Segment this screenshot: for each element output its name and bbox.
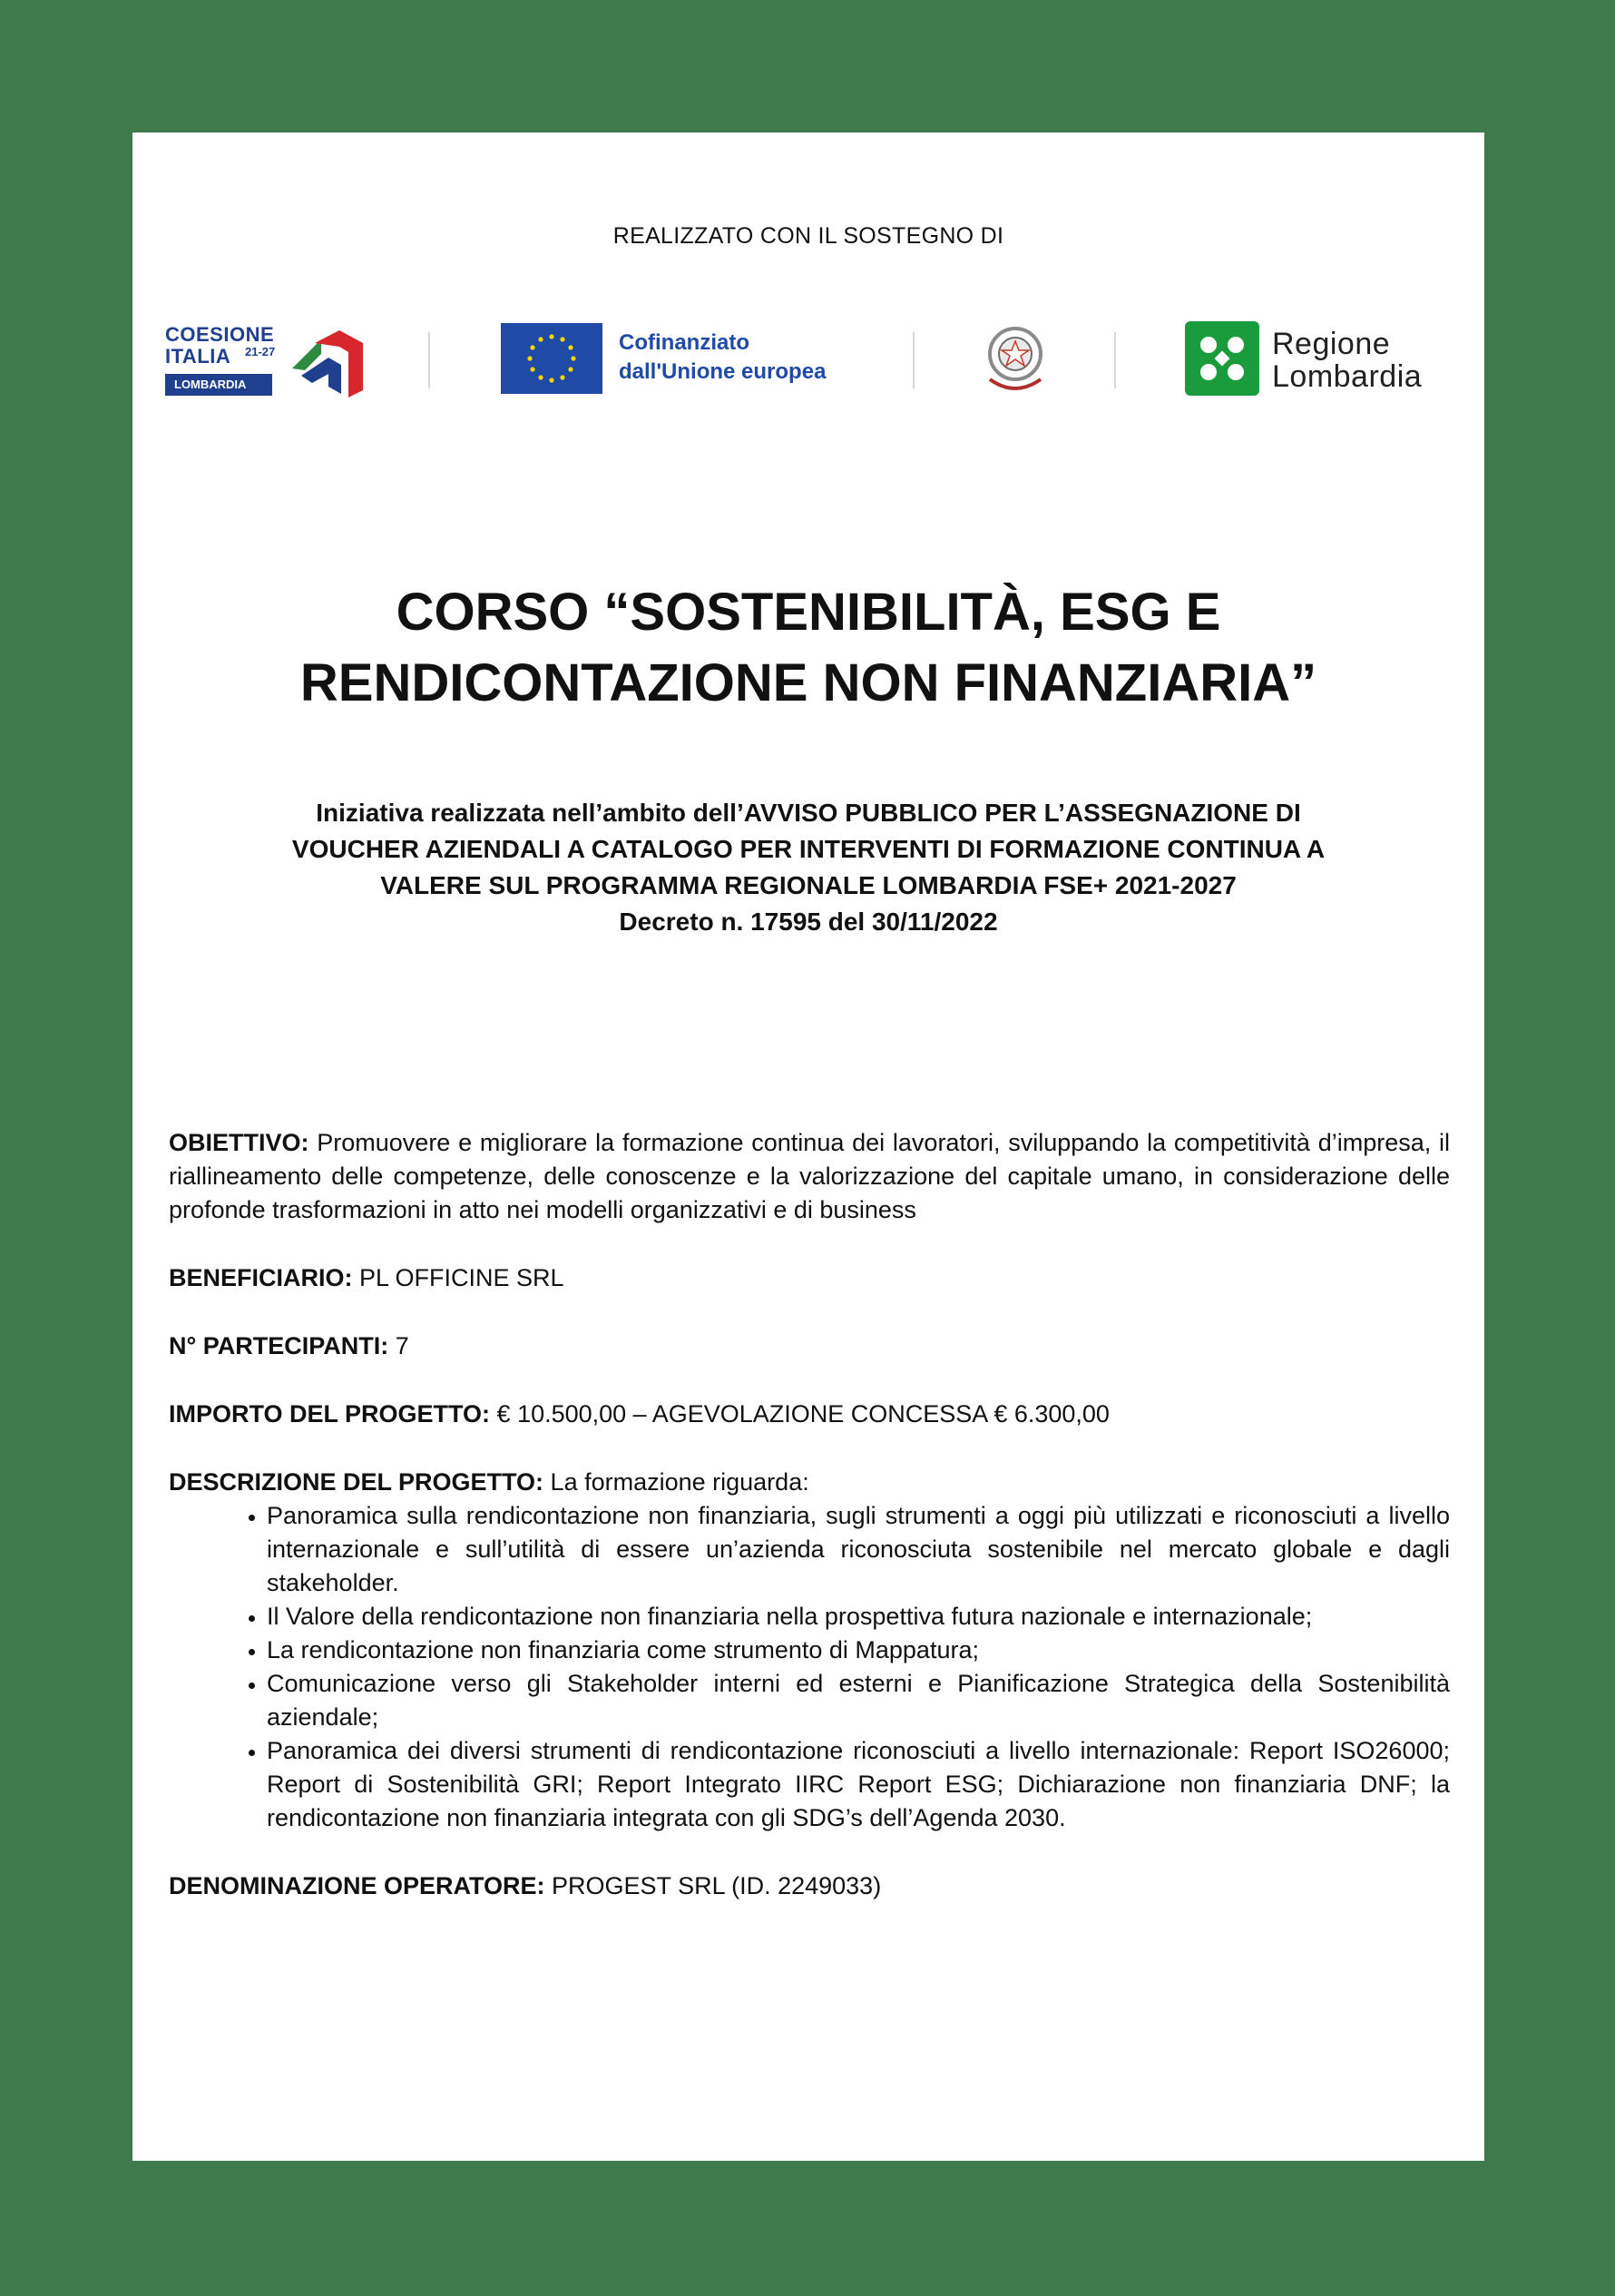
objective-paragraph — [169, 1126, 1450, 1227]
objective-text: Promuovere e migliorare la formazione continua dei lavoratori, sviluppando la competitività d’impresa, il riallineamento delle competenze, delle conoscenze e la valorizzazione del capitale umano, in considerazione delle profonde trasformazioni in atto nei modelli organizzativi e di business — [169, 1129, 1450, 1223]
participants-paragraph — [169, 1330, 1450, 1363]
description-list — [169, 1499, 1450, 1835]
course-title-line1: CORSO “SOSTENIBILITÀ, ESG E — [396, 583, 1221, 642]
logo-divider — [428, 332, 430, 388]
eu-flag-icon — [501, 323, 602, 394]
project-details — [169, 1126, 1450, 1938]
regione-lombardia-cross-icon — [1185, 321, 1259, 396]
list-item: • Panoramica sulla rendicontazione non finanziaria, sugli strumenti a oggi più utilizzati e riconosciuti a livello internazionale e sull’utilità di essere un’azienda riconosciuta sostenibile nel mercato globale e dagli stakeholder. — [267, 1499, 1450, 1600]
eu-cofinanced-logo — [501, 323, 882, 397]
decree-line: Decreto n. 17595 del 30/11/2022 — [619, 908, 998, 936]
participants-label: N° PARTECIPANTI: — [169, 1332, 389, 1359]
regione-line2: Lombardia — [1272, 359, 1423, 394]
coesione-italia-logo — [165, 323, 369, 405]
beneficiary-label: BENEFICIARIO: — [169, 1264, 353, 1291]
participants-text: 7 — [388, 1332, 409, 1359]
beneficiary-paragraph — [169, 1261, 1450, 1295]
initiative-block — [169, 795, 1448, 940]
coesione-arrows-icon — [265, 323, 369, 397]
initiative-line1: Iniziativa realizzata nell’ambito dell’AVVISO PUBBLICO PER L’ASSEGNAZIONE DI — [316, 799, 1301, 827]
list-item: • La rendicontazione non finanziaria come strumento di Mappatura; — [267, 1634, 1450, 1667]
coesione-band: LOMBARDIA — [165, 374, 272, 396]
course-title-line2: RENDICONTAZIONE NON FINANZIARIA” — [299, 653, 1317, 712]
description-paragraph — [169, 1466, 1450, 1499]
list-item: • Il Valore della rendicontazione non finanziaria nella prospettiva futura nazionale e internazionale; — [267, 1600, 1450, 1634]
regione-line1: Regione — [1272, 327, 1391, 361]
list-item: • Comunicazione verso gli Stakeholder interni ed esterni e Pianificazione Strategica della Sostenibilità aziendale; — [267, 1667, 1450, 1734]
eu-line1: Cofinanziato — [619, 330, 749, 355]
description-text: La formazione riguarda: — [543, 1468, 809, 1496]
regione-lombardia-logo — [1185, 321, 1475, 403]
coesione-years: 21-27 — [245, 345, 276, 358]
italian-republic-emblem-icon — [983, 323, 1048, 394]
coesione-line2: ITALIA — [165, 345, 231, 368]
operator-label: DENOMINAZIONE OPERATORE: — [169, 1872, 545, 1899]
beneficiary-text: PL OFFICINE SRL — [352, 1264, 564, 1291]
document-page — [132, 132, 1484, 2161]
logo-divider — [913, 332, 915, 388]
course-title — [169, 577, 1448, 719]
logo-divider — [1114, 332, 1116, 388]
amount-text: € 10.500,00 – AGEVOLAZIONE CONCESSA € 6.300,00 — [490, 1400, 1110, 1428]
list-item: • Panoramica dei diversi strumenti di rendicontazione riconosciuti a livello internazionale: Report ISO26000; Report di Sostenibilità GRI; Report Integrato IIRC Report ESG; Dichiarazione non finanziaria DNF; la rendicontazione non finanziaria integrata con gli SDG’s dell’Agenda 2030. — [267, 1734, 1450, 1835]
description-label: DESCRIZIONE DEL PROGETTO: — [169, 1468, 544, 1496]
amount-label: IMPORTO DEL PROGETTO: — [169, 1400, 491, 1428]
coesione-line1: COESIONE — [165, 323, 275, 346]
objective-label: OBIETTIVO: — [169, 1129, 309, 1156]
amount-paragraph — [169, 1398, 1450, 1431]
operator-text: PROGEST SRL (ID. 2249033) — [544, 1872, 882, 1899]
initiative-line3: VALERE SUL PROGRAMMA REGIONALE LOMBARDIA FSE+ 2021-2027 — [380, 871, 1237, 899]
support-label: REALIZZATO CON IL SOSTEGNO DI — [612, 223, 1004, 249]
initiative-line2: VOUCHER AZIENDALI A CATALOGO PER INTERVENTI DI FORMAZIONE CONTINUA A — [291, 835, 1326, 863]
eu-line2: dall'Unione europea — [619, 359, 827, 384]
operator-paragraph — [169, 1869, 1450, 1903]
